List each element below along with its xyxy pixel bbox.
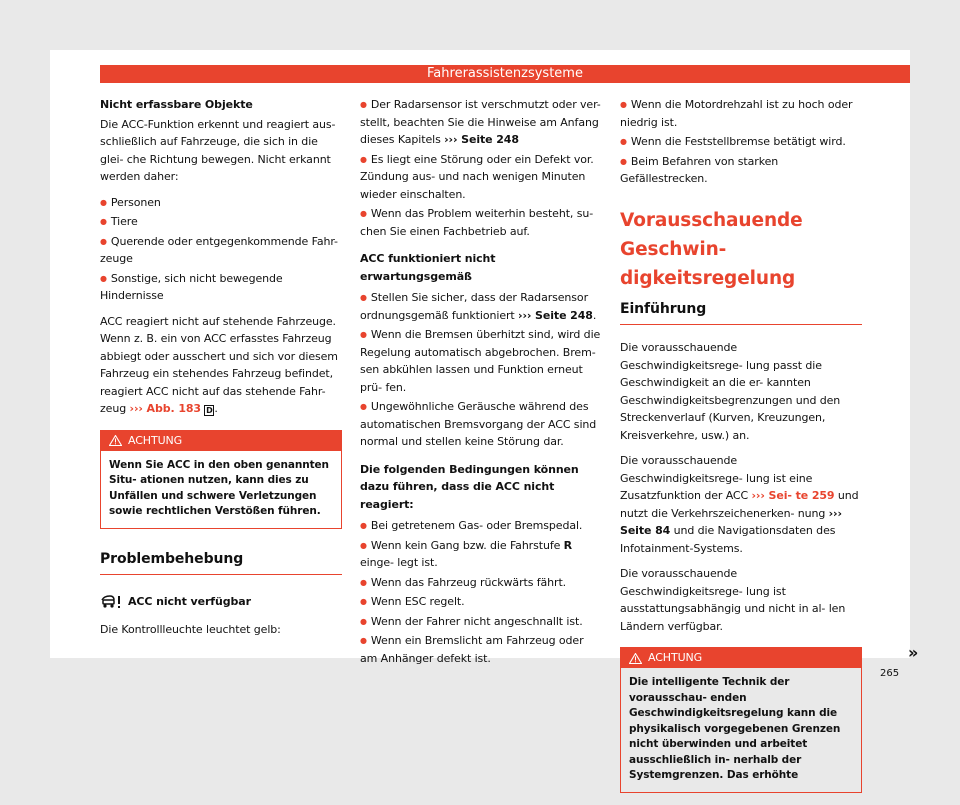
figure-link[interactable]: ››› Abb. 183 [129,402,201,415]
heading-acc-funktioniert-nicht: ACC funktioniert nicht erwartungsgemäß [360,252,496,283]
paragraph: Die vorausschauende Geschwindigkeitsrege- lung passt die Geschwindigkeit an die er- kannten Geschwindigkeitsbegrenzungen und den Streckenverlauf (Kurven, Kreuzungen, Kreisverkehre, usw.) an. [620,341,841,442]
acc-warning-lamp-icon [100,594,122,610]
page-link[interactable]: ››› Seite 248 [444,133,519,146]
list-item: ● Wenn ein Bremslicht am Fahrzeug oder am Anhänger defekt ist. [360,632,602,667]
warning-text: Die intelligente Technik der vorausschau- enden Geschwindigkeitsregelung kann die physikalisch vorgegebenen Grenzen nicht überwinden und arbeitet ausschließlich in- nerhalb der Systemgrenzen. Das erhöhte [629,676,841,781]
warning-header [101,431,341,451]
warning-triangle-icon [109,435,122,446]
list-item: ● Bei getretenem Gas- oder Bremspedal. [360,517,602,535]
paragraph [620,452,862,557]
continue-arrow: » [908,643,919,662]
column-2 [360,96,602,669]
list-item: ● Wenn ESC regelt. [360,593,602,611]
paragraph-text: ACC reagiert nicht auf stehende Fahrzeuge. Wenn z. B. ein von ACC erfasstes Fahrzeug abbiegt oder ausschert und sich vor diesem Fahrzeug ein stehendes Fahrzeug befindet, reagiert ACC nicht auf das stehende Fahr- zeug [100,314,338,415]
heading-bedingungen: Die folgenden Bedingungen können dazu führen, dass die ACC nicht reagiert: [360,462,579,511]
section-heading-einfuehrung: Einführung [620,301,862,326]
page-link[interactable]: ››› Sei- te 259 [751,489,835,502]
list-item: ● Personen [100,194,342,212]
column-3 [620,96,862,805]
condition-title: ACC nicht verfügbar [128,595,251,608]
page-number: 265 [880,668,900,679]
list-item-text: Wenn kein Gang bzw. die Fahrstufe [370,538,561,552]
list-item: ● Ungewöhnliche Geräusche während des automatischen Bremsvorgang der ACC sind normal und stellen keine Störung dar. [360,398,602,451]
paragraph: Die ACC-Funktion erkennt und reagiert aus- schließlich auf Fahrzeuge, die sich in die glei- che Richtung bewegen. Nicht erkannt werden daher: [100,117,336,183]
paragraph: ACC reagiert nicht auf stehende Fahrzeuge. Wenn z. B. ein von ACC erfasstes Fahrzeug abbiegt oder ausschert und sich vor diesem Fahrzeug ein stehendes Fahrzeug befindet, reagiert ACC nicht auf das stehende Fahr- zeug ››› Abb. 183 D . [100,314,338,415]
warning-title: ACHTUNG [128,433,183,447]
page-header: Fahrerassistenzsysteme [100,65,910,83]
list-item [360,96,602,149]
figure-callout-box: D [206,406,213,415]
list-item-text: einge- legt ist. [360,556,438,569]
heading-nicht-erfassbare-objekte: Nicht erfassbare Objekte [100,98,253,111]
column-1 [100,96,342,646]
list-item: ● Wenn der Fahrer nicht angeschnallt ist. [360,613,602,631]
page-link[interactable]: ››› Seite 84 [620,506,842,537]
condition-heading [100,593,342,611]
list-item-text: Der Radarsensor ist verschmutzt oder ver- stellt, beachten Sie die Hinweise am Anfang dieses Kapitels [360,98,601,146]
warning-box [100,430,342,529]
list-item-text: Stellen Sie sicher, dass der Radarsensor ordnungsgemäß funktioniert [360,291,588,322]
list-item: ● Stellen Sie sicher, dass der Radarsensor ordnungsgemäß funktioniert ››› Seite 248. [360,289,602,324]
paragraph-text: und die Navigationsdaten des Infotainment-Systems. [620,524,836,555]
warning-text: Wenn Sie ACC in den oben genannten Situ- ationen nutzen, kann dies zu Unfällen und schwere Verletzungen sowie rechtlichen Verstößen führen. [109,458,329,517]
list-item [360,537,602,572]
warning-triangle-icon [629,653,642,664]
manual-page [50,50,919,781]
paragraph-text: und nutzt die Verkehrszeichenerken- nung [620,489,859,520]
list-item: ● Wenn das Problem weiterhin besteht, su- chen Sie einen Fachbetrieb auf. [360,205,602,240]
list-item: ● Wenn die Motordrehzahl ist zu hoch oder niedrig ist. [620,96,862,131]
paragraph: Die Kontrollleuchte leuchtet gelb: [100,622,281,636]
warning-box [620,647,862,793]
gear-r-label: R [563,538,573,552]
section-heading-problembehebung: Problembehebung [100,551,342,576]
warning-title: ACHTUNG [648,651,703,665]
paragraph-text: Die vorausschauende Geschwindigkeitsrege- lung ist eine Zusatzfunktion der ACC [620,454,813,502]
list-item: ● Wenn die Bremsen überhitzt sind, wird die Regelung automatisch abgebrochen. Brem- sen abkühlen lassen und Funktion erneut prü- fen. [360,326,602,396]
list-item: ● Wenn die Feststellbremse betätigt wird. [620,133,862,151]
list-item: ● Tiere [100,213,342,231]
chapter-title: Vorausschauende Geschwin- digkeitsregelung [620,209,803,289]
list-item: ● Wenn das Fahrzeug rückwärts fährt. [360,574,602,592]
warning-header [621,648,861,668]
page-link[interactable]: ››› Seite 248 [518,308,593,322]
list-item: ● Sonstige, sich nicht bewegende Hindernisse [100,270,342,305]
list-item: ● Querende oder entgegenkommende Fahr- zeuge [100,233,342,268]
list-item: ● Es liegt eine Störung oder ein Defekt vor. Zündung aus- und nach wenigen Minuten wieder einschalten. [360,151,602,204]
paragraph: Die vorausschauende Geschwindigkeitsrege- lung ist ausstattungsabhängig und nicht in al- len Ländern verfügbar. [620,567,846,633]
list-item: ● Beim Befahren von starken Gefällestrecken. [620,153,862,188]
